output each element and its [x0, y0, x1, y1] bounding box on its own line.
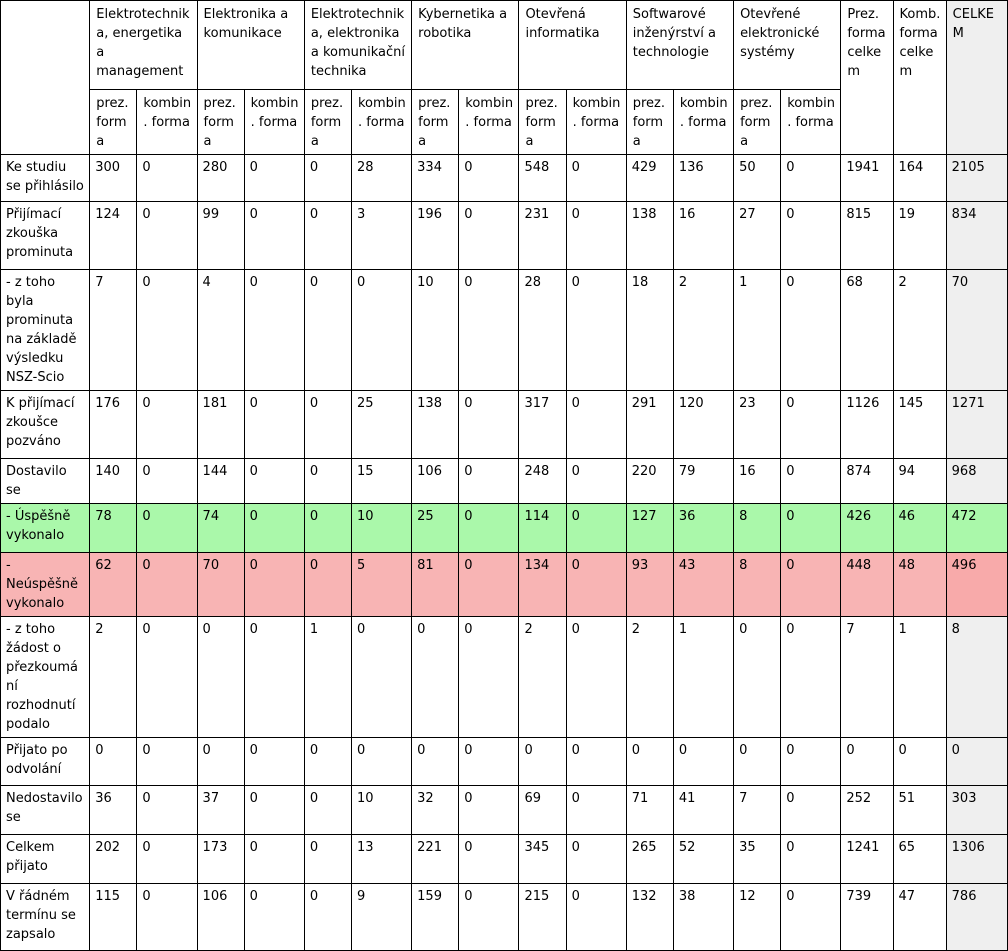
value-cell: 4	[197, 270, 244, 391]
value-cell: 0	[459, 738, 519, 786]
value-cell: 0	[244, 270, 304, 391]
value-cell: 8	[734, 504, 781, 553]
value-cell: 0	[459, 155, 519, 202]
value-cell: 0	[244, 459, 304, 504]
value-cell: 0	[781, 391, 841, 459]
value-cell: 0	[566, 835, 626, 884]
value-cell: 0	[304, 155, 351, 202]
value-cell: 0	[137, 155, 197, 202]
value-cell: 0	[781, 459, 841, 504]
value-cell: 132	[626, 884, 673, 951]
value-cell: 0	[244, 617, 304, 738]
value-cell: 10	[351, 504, 411, 553]
header-pres-total: Prez. forma celkem	[841, 1, 893, 155]
value-cell: 0	[412, 738, 459, 786]
grand-total-cell: 0	[946, 738, 1007, 786]
value-cell: 0	[137, 391, 197, 459]
row-label: Celkem přijato	[1, 835, 90, 884]
value-cell: 181	[197, 391, 244, 459]
value-cell: 1	[304, 617, 351, 738]
value-cell: 0	[304, 459, 351, 504]
value-cell: 36	[90, 786, 137, 835]
value-cell: 317	[519, 391, 566, 459]
value-cell: 0	[781, 738, 841, 786]
row-label: - z toho žádost o přezkoumání rozhodnutí podalo	[1, 617, 90, 738]
grand-total-cell: 70	[946, 270, 1007, 391]
value-cell: 28	[519, 270, 566, 391]
value-cell: 0	[781, 835, 841, 884]
table-row	[1, 391, 1008, 459]
row-label: Dostavilo se	[1, 459, 90, 504]
value-cell: 13	[351, 835, 411, 884]
header-comb-form: kombin. forma	[566, 90, 626, 155]
value-cell: 300	[90, 155, 137, 202]
value-cell: 5	[351, 553, 411, 617]
value-cell: 0	[566, 884, 626, 951]
value-cell: 47	[893, 884, 946, 951]
value-cell: 0	[137, 504, 197, 553]
value-cell: 196	[412, 202, 459, 270]
value-cell: 124	[90, 202, 137, 270]
header-program: Elektrotechnika, elektronika a komunikační technika	[304, 1, 411, 90]
header-pres-form: prez. forma	[519, 90, 566, 155]
value-cell: 2	[90, 617, 137, 738]
grand-total-cell: 8	[946, 617, 1007, 738]
value-cell: 23	[734, 391, 781, 459]
value-cell: 99	[197, 202, 244, 270]
grand-total-cell: 496	[946, 553, 1007, 617]
value-cell: 12	[734, 884, 781, 951]
value-cell: 51	[893, 786, 946, 835]
value-cell: 0	[137, 553, 197, 617]
value-cell: 68	[841, 270, 893, 391]
header-pres-form: prez. forma	[734, 90, 781, 155]
value-cell: 0	[459, 884, 519, 951]
value-cell: 114	[519, 504, 566, 553]
value-cell: 10	[351, 786, 411, 835]
row-label: - z toho byla prominuta na základě výsledku NSZ-Scio	[1, 270, 90, 391]
header-comb-form: kombin. forma	[781, 90, 841, 155]
header-pres-form: prez. forma	[90, 90, 137, 155]
value-cell: 0	[566, 155, 626, 202]
value-cell: 69	[519, 786, 566, 835]
header-pres-form: prez. forma	[412, 90, 459, 155]
value-cell: 0	[781, 553, 841, 617]
value-cell: 0	[781, 884, 841, 951]
value-cell: 0	[626, 738, 673, 786]
row-label: Nedostavilo se	[1, 786, 90, 835]
value-cell: 0	[781, 270, 841, 391]
table-row	[1, 155, 1008, 202]
value-cell: 10	[412, 270, 459, 391]
value-cell: 265	[626, 835, 673, 884]
value-cell: 0	[673, 738, 733, 786]
value-cell: 739	[841, 884, 893, 951]
value-cell: 0	[566, 553, 626, 617]
value-cell: 874	[841, 459, 893, 504]
value-cell: 16	[673, 202, 733, 270]
value-cell: 0	[304, 270, 351, 391]
value-cell: 248	[519, 459, 566, 504]
value-cell: 1126	[841, 391, 893, 459]
header-comb-form: kombin. forma	[244, 90, 304, 155]
value-cell: 0	[351, 617, 411, 738]
value-cell: 71	[626, 786, 673, 835]
value-cell: 164	[893, 155, 946, 202]
table-row	[1, 884, 1008, 951]
value-cell: 28	[351, 155, 411, 202]
value-cell: 48	[893, 553, 946, 617]
value-cell: 291	[626, 391, 673, 459]
value-cell: 0	[304, 835, 351, 884]
value-cell: 145	[893, 391, 946, 459]
row-label: Přijímací zkouška prominuta	[1, 202, 90, 270]
value-cell: 252	[841, 786, 893, 835]
value-cell: 74	[197, 504, 244, 553]
value-cell: 0	[459, 504, 519, 553]
value-cell: 1	[734, 270, 781, 391]
grand-total-cell: 1306	[946, 835, 1007, 884]
value-cell: 1241	[841, 835, 893, 884]
value-cell: 221	[412, 835, 459, 884]
header-program: Kybernetika a robotika	[412, 1, 519, 90]
value-cell: 0	[137, 270, 197, 391]
value-cell: 0	[304, 786, 351, 835]
table-row	[1, 553, 1008, 617]
value-cell: 81	[412, 553, 459, 617]
value-cell: 79	[673, 459, 733, 504]
value-cell: 0	[893, 738, 946, 786]
value-cell: 0	[137, 884, 197, 951]
value-cell: 7	[90, 270, 137, 391]
value-cell: 0	[566, 738, 626, 786]
value-cell: 220	[626, 459, 673, 504]
header-grand-total: CELKEM	[946, 1, 1007, 155]
value-cell: 426	[841, 504, 893, 553]
value-cell: 0	[304, 884, 351, 951]
table-row	[1, 202, 1008, 270]
value-cell: 41	[673, 786, 733, 835]
value-cell: 0	[781, 202, 841, 270]
value-cell: 0	[734, 617, 781, 738]
table-body	[1, 155, 1008, 951]
value-cell: 815	[841, 202, 893, 270]
value-cell: 0	[137, 459, 197, 504]
value-cell: 0	[459, 553, 519, 617]
value-cell: 0	[244, 786, 304, 835]
value-cell: 0	[412, 617, 459, 738]
value-cell: 115	[90, 884, 137, 951]
header-program: Elektronika a komunikace	[197, 1, 304, 90]
value-cell: 0	[244, 391, 304, 459]
value-cell: 176	[90, 391, 137, 459]
value-cell: 78	[90, 504, 137, 553]
header-pres-form: prez. forma	[626, 90, 673, 155]
value-cell: 1941	[841, 155, 893, 202]
value-cell: 0	[137, 202, 197, 270]
table-row	[1, 786, 1008, 835]
value-cell: 1	[673, 617, 733, 738]
value-cell: 0	[244, 884, 304, 951]
value-cell: 0	[459, 835, 519, 884]
row-label: Přijato po odvolání	[1, 738, 90, 786]
value-cell: 2	[519, 617, 566, 738]
header-program: Softwarové inženýrství a technologie	[626, 1, 733, 90]
grand-total-cell: 2105	[946, 155, 1007, 202]
value-cell: 0	[459, 786, 519, 835]
table-row	[1, 459, 1008, 504]
header-comb-form: kombin. forma	[459, 90, 519, 155]
value-cell: 159	[412, 884, 459, 951]
value-cell: 7	[734, 786, 781, 835]
value-cell: 0	[244, 553, 304, 617]
value-cell: 93	[626, 553, 673, 617]
value-cell: 8	[734, 553, 781, 617]
value-cell: 231	[519, 202, 566, 270]
header-program: Otevřené elektronické systémy	[734, 1, 841, 90]
table-row	[1, 835, 1008, 884]
table-row	[1, 504, 1008, 553]
value-cell: 0	[304, 504, 351, 553]
value-cell: 127	[626, 504, 673, 553]
value-cell: 0	[781, 155, 841, 202]
value-cell: 3	[351, 202, 411, 270]
value-cell: 0	[304, 391, 351, 459]
value-cell: 37	[197, 786, 244, 835]
value-cell: 2	[626, 617, 673, 738]
value-cell: 0	[137, 617, 197, 738]
value-cell: 0	[459, 270, 519, 391]
grand-total-cell: 834	[946, 202, 1007, 270]
value-cell: 0	[90, 738, 137, 786]
value-cell: 138	[412, 391, 459, 459]
value-cell: 0	[244, 202, 304, 270]
table-row	[1, 270, 1008, 391]
row-label: K přijímací zkoušce pozváno	[1, 391, 90, 459]
value-cell: 134	[519, 553, 566, 617]
value-cell: 38	[673, 884, 733, 951]
value-cell: 0	[459, 459, 519, 504]
value-cell: 0	[566, 617, 626, 738]
header-row-programs	[1, 1, 1008, 90]
value-cell: 334	[412, 155, 459, 202]
value-cell: 106	[197, 884, 244, 951]
value-cell: 106	[412, 459, 459, 504]
header-program: Otevřená informatika	[519, 1, 626, 90]
value-cell: 0	[566, 202, 626, 270]
value-cell: 50	[734, 155, 781, 202]
value-cell: 46	[893, 504, 946, 553]
value-cell: 140	[90, 459, 137, 504]
table-row	[1, 617, 1008, 738]
value-cell: 25	[351, 391, 411, 459]
table-row	[1, 738, 1008, 786]
value-cell: 345	[519, 835, 566, 884]
grand-total-cell: 303	[946, 786, 1007, 835]
value-cell: 9	[351, 884, 411, 951]
value-cell: 70	[197, 553, 244, 617]
value-cell: 0	[244, 155, 304, 202]
header-comb-total: Komb. forma celkem	[893, 1, 946, 155]
value-cell: 202	[90, 835, 137, 884]
value-cell: 173	[197, 835, 244, 884]
header-comb-form: kombin. forma	[351, 90, 411, 155]
value-cell: 27	[734, 202, 781, 270]
value-cell: 0	[781, 786, 841, 835]
value-cell: 2	[673, 270, 733, 391]
value-cell: 0	[197, 617, 244, 738]
header-pres-form: prez. forma	[197, 90, 244, 155]
value-cell: 0	[304, 202, 351, 270]
value-cell: 448	[841, 553, 893, 617]
value-cell: 0	[841, 738, 893, 786]
value-cell: 0	[566, 786, 626, 835]
value-cell: 62	[90, 553, 137, 617]
row-label: - Úspěšně vykonalo	[1, 504, 90, 553]
value-cell: 136	[673, 155, 733, 202]
value-cell: 0	[244, 738, 304, 786]
value-cell: 280	[197, 155, 244, 202]
grand-total-cell: 786	[946, 884, 1007, 951]
value-cell: 0	[459, 202, 519, 270]
value-cell: 0	[137, 835, 197, 884]
value-cell: 0	[351, 738, 411, 786]
grand-total-cell: 968	[946, 459, 1007, 504]
value-cell: 18	[626, 270, 673, 391]
value-cell: 94	[893, 459, 946, 504]
value-cell: 0	[304, 738, 351, 786]
row-label: V řádném termínu se zapsalo	[1, 884, 90, 951]
value-cell: 0	[137, 738, 197, 786]
value-cell: 35	[734, 835, 781, 884]
value-cell: 2	[893, 270, 946, 391]
grand-total-cell: 472	[946, 504, 1007, 553]
value-cell: 32	[412, 786, 459, 835]
header-corner-cell	[1, 1, 90, 155]
value-cell: 0	[351, 270, 411, 391]
header-program: Elektrotechnika, energetika a management	[90, 1, 197, 90]
value-cell: 1	[893, 617, 946, 738]
value-cell: 0	[197, 738, 244, 786]
value-cell: 0	[459, 617, 519, 738]
header-comb-form: kombin. forma	[137, 90, 197, 155]
value-cell: 65	[893, 835, 946, 884]
row-label: Ke studiu se přihlásilo	[1, 155, 90, 202]
value-cell: 0	[244, 835, 304, 884]
value-cell: 15	[351, 459, 411, 504]
value-cell: 0	[244, 504, 304, 553]
grand-total-cell: 1271	[946, 391, 1007, 459]
value-cell: 548	[519, 155, 566, 202]
value-cell: 215	[519, 884, 566, 951]
value-cell: 0	[781, 504, 841, 553]
header-comb-form: kombin. forma	[673, 90, 733, 155]
value-cell: 0	[781, 617, 841, 738]
value-cell: 0	[566, 504, 626, 553]
value-cell: 0	[137, 786, 197, 835]
header-pres-form: prez. forma	[304, 90, 351, 155]
value-cell: 25	[412, 504, 459, 553]
value-cell: 0	[734, 738, 781, 786]
value-cell: 120	[673, 391, 733, 459]
value-cell: 0	[566, 459, 626, 504]
value-cell: 43	[673, 553, 733, 617]
value-cell: 138	[626, 202, 673, 270]
value-cell: 52	[673, 835, 733, 884]
value-cell: 144	[197, 459, 244, 504]
value-cell: 19	[893, 202, 946, 270]
value-cell: 16	[734, 459, 781, 504]
row-label: - Neúspěšně vykonalo	[1, 553, 90, 617]
value-cell: 0	[459, 391, 519, 459]
value-cell: 7	[841, 617, 893, 738]
value-cell: 0	[519, 738, 566, 786]
value-cell: 429	[626, 155, 673, 202]
value-cell: 0	[304, 553, 351, 617]
value-cell: 0	[566, 270, 626, 391]
value-cell: 36	[673, 504, 733, 553]
value-cell: 0	[566, 391, 626, 459]
